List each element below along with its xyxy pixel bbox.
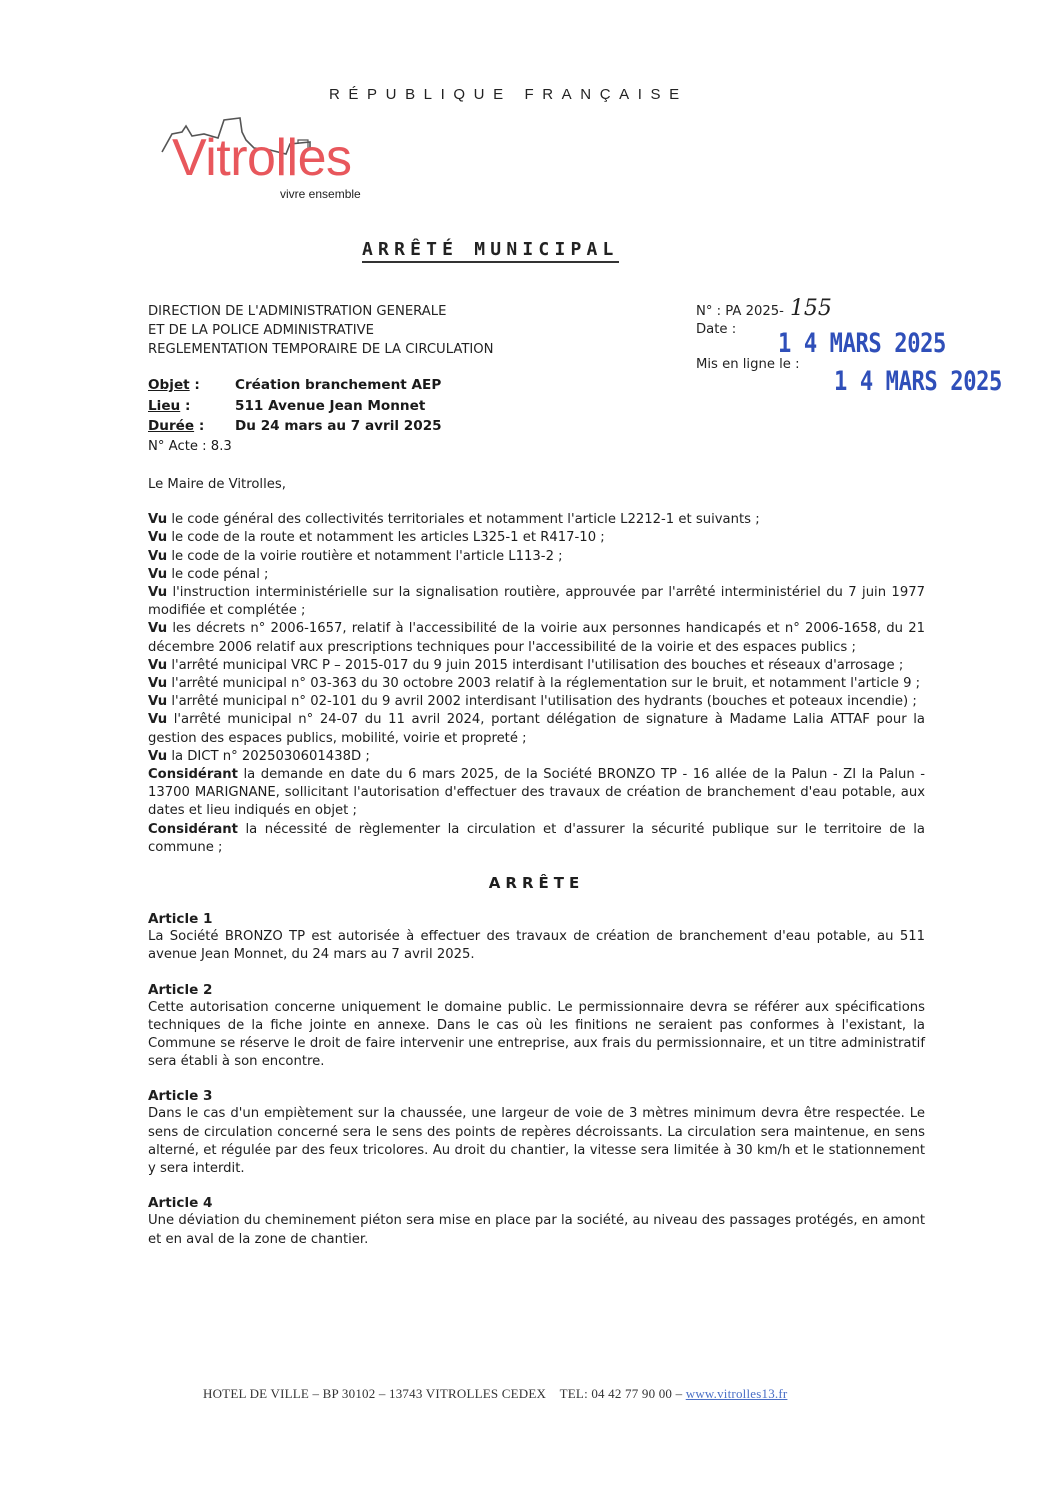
- article-text: Dans le cas d'un empiètement sur la chaussée, une largeur de voie de 3 mètres minimum devra être respectée. Le sens de circulation concerné sera le sens des points de repères décroissants. La circulation sera maintenue, en sens alterné, et régulée par des feux tricolores. Au droit du chantier, la vitesse sera limitée à 30 km/h et le stationnement y sera interdit.: [148, 1106, 925, 1177]
- meta-lieu: Lieu : 511 Avenue Jean Monnet: [148, 396, 442, 417]
- arrete-heading: ARRÊTE: [488, 874, 585, 893]
- consideration-text: le code de la route et notamment les articles L325-1 et R417-10 ;: [167, 530, 605, 546]
- consideration-text: la DICT n° 2025030601438D ;: [167, 748, 370, 764]
- considerations-list: [148, 511, 925, 857]
- meta-duree: Durée : Du 24 mars au 7 avril 2025: [148, 416, 442, 437]
- meta-objet: Objet : Création branchement AEP: [148, 375, 442, 396]
- articles-list: [148, 910, 925, 1248]
- consideration-text: la nécessité de règlementer la circulation et d'assurer la sécurité publique sur le territoire de la commune ;: [148, 821, 925, 855]
- department-line: DIRECTION DE L'ADMINISTRATION GENERALE: [148, 304, 447, 319]
- consideration-item: [148, 657, 925, 675]
- consideration-keyword: Vu: [148, 621, 168, 637]
- consideration-item: [148, 693, 925, 711]
- consideration-item: [148, 566, 925, 584]
- lieu-value: 511 Avenue Jean Monnet: [235, 397, 426, 414]
- article-text: Cette autorisation concerne uniquement le domaine public. Le permissionnaire devra se référer aux spécifications techniques de la fiche jointe en annexe. Dans le cas où les finitions ne seraient pas conformes à l'existant, la Commune se réserve le droit de faire intervenir une entreprise, aux frais du permissionnaire, et un titre administratif sera établi à son encontre.: [148, 999, 925, 1070]
- meta-block: [148, 375, 442, 457]
- date-label: Date :: [696, 322, 737, 337]
- online-date-stamp: 1 4 MARS 2025: [834, 366, 1002, 397]
- consideration-item: [148, 766, 925, 821]
- consideration-keyword: Vu: [148, 566, 168, 582]
- duree-value: Du 24 mars au 7 avril 2025: [235, 418, 442, 434]
- consideration-item: [148, 748, 925, 766]
- consideration-keyword: Vu: [148, 676, 168, 692]
- consideration-keyword: Vu: [148, 712, 168, 728]
- reference-number: [696, 296, 832, 321]
- consideration-keyword: Vu: [148, 657, 168, 673]
- consideration-keyword: Vu: [148, 530, 168, 546]
- greeting: Le Maire de Vitrolles,: [148, 477, 286, 492]
- consideration-text: le code général des collectivités territoriales et notamment l'article L2212-1 et suivants ;: [167, 512, 760, 528]
- consideration-item: [148, 511, 925, 529]
- logo-wordmark: Vitrolles: [172, 129, 352, 187]
- article-title: Article 3: [148, 1088, 213, 1105]
- objet-label: Objet: [148, 377, 190, 393]
- article: [148, 981, 925, 1072]
- consideration-keyword: Vu: [148, 694, 168, 710]
- consideration-text: l'arrêté municipal n° 03-363 du 30 octobre 2003 relatif à la réglementation sur le bruit, et notamment l'article 9 ;: [167, 676, 921, 692]
- consideration-text: l'arrêté municipal VRC P – 2015-017 du 9 juin 2015 interdisant l'utilisation des bouches et réseaux d'arrosage ;: [167, 657, 904, 673]
- article-title: Article 4: [148, 1195, 213, 1212]
- footer-website-link[interactable]: www.vitrolles13.fr: [685, 1386, 788, 1401]
- objet-value: Création branchement AEP: [235, 377, 442, 393]
- lieu-label: Lieu: [148, 397, 181, 414]
- footer-address: HOTEL DE VILLE – BP 30102 – 13743 VITROLLES CEDEX TEL: 04 42 77 90 00 –: [203, 1386, 686, 1401]
- republique-francaise-header: RÉPUBLIQUE FRANÇAISE: [329, 86, 688, 103]
- consideration-keyword: Vu: [148, 585, 168, 601]
- consideration-item: [148, 529, 925, 547]
- consideration-text: l'instruction interministérielle sur la signalisation routière, approuvée par l'arrêté interministériel du 7 juin 1977 modifiée et complétée ;: [148, 585, 925, 619]
- article: [148, 1087, 925, 1178]
- consideration-text: l'arrêté municipal n° 24-07 du 11 avril 2024, portant délégation de signature à Madame Lalia ATTAF pour la gestion des espaces publics, mobilité, voirie et propreté ;: [148, 712, 925, 746]
- article-title: Article 1: [148, 911, 213, 928]
- consideration-item: [148, 548, 925, 566]
- online-date-label: Mis en ligne le :: [696, 357, 800, 372]
- consideration-item: [148, 821, 925, 857]
- article-title: Article 2: [148, 981, 213, 998]
- consideration-keyword: Vu: [148, 512, 168, 528]
- consideration-item: [148, 711, 925, 747]
- reference-number-label: N° : PA 2025-: [696, 304, 784, 319]
- department-line: REGLEMENTATION TEMPORAIRE DE LA CIRCULATION: [148, 342, 494, 357]
- consideration-keyword: Considérant: [148, 821, 238, 837]
- date-stamp: 1 4 MARS 2025: [778, 328, 946, 359]
- department-line: ET DE LA POLICE ADMINISTRATIVE: [148, 323, 374, 338]
- reference-number-handwritten: 155: [789, 296, 832, 321]
- consideration-text: le code pénal ;: [167, 566, 269, 582]
- consideration-item: [148, 584, 925, 620]
- consideration-text: l'arrêté municipal n° 02-101 du 9 avril 2002 interdisant l'utilisation des hydrants (bouches et poteaux incendie) ;: [167, 694, 917, 710]
- consideration-item: [148, 620, 925, 656]
- article-text: La Société BRONZO TP est autorisée à effectuer des travaux de création de branchement d'eau potable, au 511 avenue Jean Monnet, du 24 mars au 7 avril 2025.: [148, 929, 925, 963]
- document-title: ARRÊTÉ MUNICIPAL: [362, 239, 619, 263]
- consideration-text: le code de la voirie routière et notamment l'article L113-2 ;: [167, 548, 563, 564]
- consideration-keyword: Vu: [148, 748, 168, 764]
- article: [148, 910, 925, 964]
- consideration-keyword: Considérant: [148, 767, 238, 783]
- document-body: [148, 476, 925, 1265]
- consideration-text: la demande en date du 6 mars 2025, de la Société BRONZO TP - 16 allée de la Palun - ZI la Palun - 13700 MARIGNANE, sollicitant l'autorisation d'effectuer des travaux de création de branchement d'eau potable, aux dates et lieu indiqués en objet ;: [148, 767, 925, 819]
- vitrolles-logo: [160, 112, 410, 207]
- consideration-text: les décrets n° 2006-1657, relatif à l'accessibilité de la voirie aux personnes handicapés et n° 2006-1658, du 21 décembre 2006 relatif aux prescriptions techniques pour l'accessibilité de la voirie et des espaces publics ;: [148, 621, 925, 655]
- article: [148, 1194, 925, 1248]
- logo-tagline: vivre ensemble: [280, 187, 361, 201]
- duree-label: Durée: [148, 418, 195, 434]
- article-text: Une déviation du cheminement piéton sera mise en place par la société, au niveau des passages protégés, en amont et en aval de la zone de chantier.: [148, 1213, 925, 1247]
- consideration-keyword: Vu: [148, 548, 168, 564]
- department-block: [148, 302, 494, 359]
- acte-number: N° Acte : 8.3: [148, 438, 232, 454]
- consideration-item: [148, 675, 925, 693]
- footer: [203, 1386, 787, 1402]
